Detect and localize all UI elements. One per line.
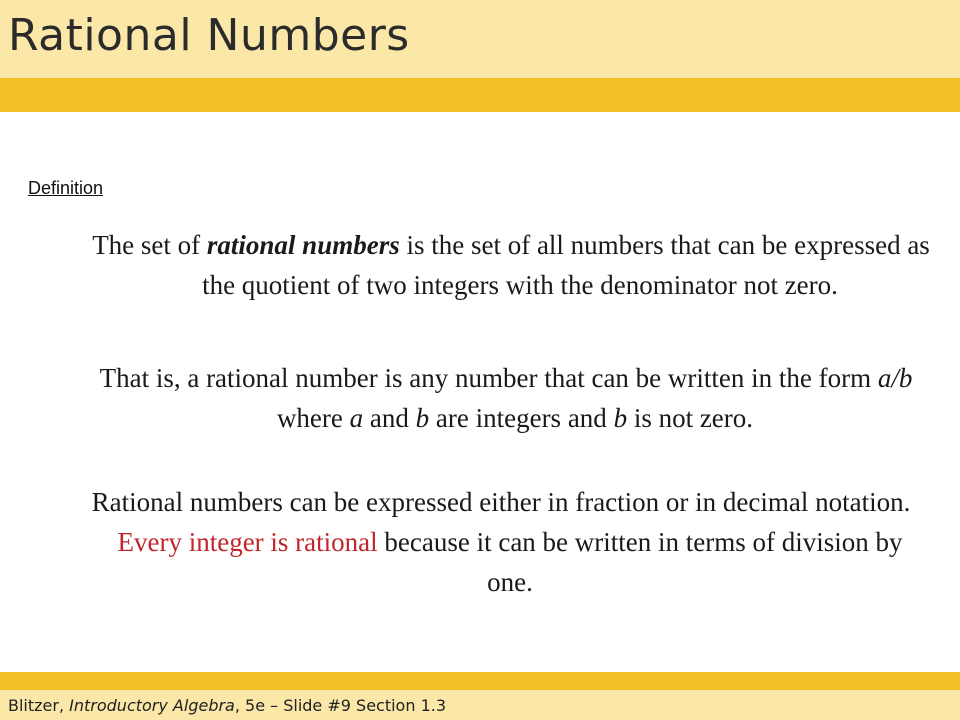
- notation-paragraph: [91, 482, 920, 602]
- footer-author: Blitzer,: [8, 696, 70, 715]
- footer-citation: [8, 696, 446, 715]
- variable-b-second: b: [613, 403, 628, 433]
- explanation-text-4: are integers and: [429, 403, 614, 433]
- definition-paragraph: [92, 225, 930, 305]
- title-accent-bar: [0, 78, 960, 112]
- explanation-text-3: and: [363, 403, 416, 433]
- explanation-paragraph: [100, 358, 930, 438]
- definition-text-start: The set of: [92, 230, 207, 260]
- notation-text-start: Rational numbers can be expressed either in fraction or in decimal notation.: [91, 487, 911, 517]
- footer-slide-info: , 5e – Slide #9 Section 1.3: [234, 696, 447, 715]
- footer-book-title: Introductory Algebra: [69, 696, 235, 715]
- explanation-text-1: That is, a rational number is any number that can be written in the form: [99, 363, 878, 393]
- explanation-text-5: is not zero.: [627, 403, 754, 433]
- variable-a: a: [349, 403, 364, 433]
- footer-accent-bar: [0, 672, 960, 690]
- variable-b: b: [415, 403, 430, 433]
- integer-rational-highlight: Every integer is rational: [117, 527, 378, 557]
- notation-text-end: because it can be written in terms of division by one.: [377, 527, 903, 597]
- rational-numbers-term: rational numbers: [206, 230, 400, 260]
- slide-title: Rational Numbers: [8, 10, 410, 61]
- definition-text-end: is the set of all numbers that can be expressed as the quotient of two integers with the denominator not zero.: [202, 230, 930, 300]
- explanation-text-2: where: [276, 403, 350, 433]
- fraction-a-over-b: a/b: [877, 363, 913, 393]
- definition-label: Definition: [28, 178, 104, 198]
